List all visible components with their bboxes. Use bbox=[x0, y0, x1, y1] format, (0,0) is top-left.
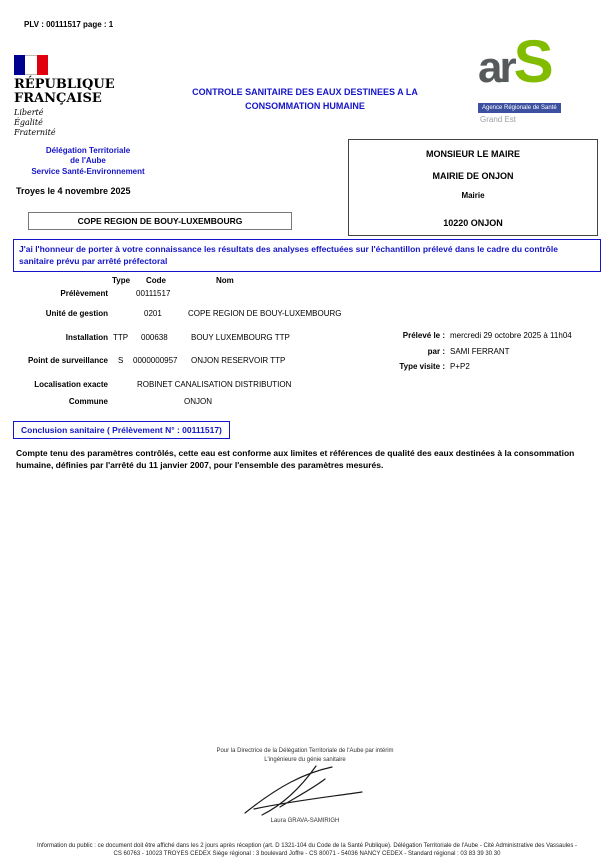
table-header-nom: Nom bbox=[216, 276, 234, 285]
sampling-info-preleve bbox=[0, 331, 614, 343]
row-value-localisation: ROBINET CANALISATION DISTRIBUTION bbox=[137, 380, 292, 389]
rf-title-line1: RÉPUBLIQUE bbox=[14, 77, 115, 92]
signature-title-line2: L'ingénieure du génie sanitaire bbox=[264, 757, 346, 763]
signature-name: Laura GRAVA-SAMIRIGH bbox=[270, 818, 340, 824]
par-label: par : bbox=[427, 347, 445, 356]
sampling-info-type-visite bbox=[0, 362, 614, 374]
row-value-commune: ONJON bbox=[184, 397, 212, 406]
table-row-prelevement bbox=[0, 289, 614, 301]
rf-motto-egalite: Égalité bbox=[14, 118, 43, 128]
footer bbox=[6, 843, 608, 859]
signature-title-line1: Pour la Directrice de la Délégation Territoriale de l'Aube par intérim bbox=[216, 748, 394, 754]
table-header-row bbox=[0, 276, 614, 288]
rf-motto-liberte: Liberté bbox=[14, 108, 44, 118]
footer-line2: CS 60763 - 10023 TROYES CEDEX Siège régional : 3 boulevard Joffre - CS 80071 - 54036 NANCY CEDEX - Standard régional : 03 83 39 30 30 bbox=[113, 850, 501, 857]
ars-region-label: Grand Est bbox=[480, 115, 517, 124]
french-flag-icon bbox=[14, 55, 48, 75]
sender-line2: de l'Aube bbox=[70, 156, 106, 166]
table-header-type: Type bbox=[112, 276, 131, 285]
row-value-installation-code: 000638 bbox=[141, 333, 168, 342]
row-label-unite-gestion: Unité de gestion bbox=[45, 309, 108, 318]
document-title-line1: CONTROLE SANITAIRE DES EAUX DESTINEES A LA bbox=[192, 87, 418, 97]
intro-notice-box: J'ai l'honneur de porter à votre connaissance les résultats des analyses effectuées sur l'échantillon prélevé dans le cadre du contrôle sanitaire prévu par arrêté préfectoral bbox=[13, 239, 601, 272]
sender-line1: Délégation Territoriale bbox=[45, 146, 131, 155]
table-row-commune bbox=[0, 397, 614, 409]
row-value-point-nom: ONJON RESERVOIR TTP bbox=[191, 356, 286, 365]
signature-image bbox=[220, 765, 390, 817]
ars-logo-s: S bbox=[513, 28, 554, 95]
document-title bbox=[150, 86, 460, 113]
date-line: Troyes le 4 novembre 2025 bbox=[16, 186, 131, 196]
plv-reference: PLV : 00111517 page : 1 bbox=[24, 20, 114, 29]
conclusion-text: Compte tenu des paramètres contrôlés, cette eau est conforme aux limites et références de qualité des eaux destinées à la consommation humaine, définies par l'arrêté du 11 janvier 2007, pour l'ensemble des paramètres mesurés. bbox=[16, 448, 575, 471]
sender-block bbox=[8, 146, 168, 177]
type-visite-value: P+P2 bbox=[450, 362, 470, 371]
recipient-box bbox=[348, 139, 598, 236]
type-visite-label: Type visite : bbox=[399, 362, 445, 371]
recipient-line2: MAIRIE DE ONJON bbox=[432, 171, 514, 181]
recipient-line3: Mairie bbox=[461, 191, 485, 200]
footer-line1: Information du public : ce document doit être affiché dans les 2 jours après réception (art. D 1321-104 du Code de la Santé Publique). Délégation Territoriale de l'Aube - Cité Administrative des Vassaules - bbox=[36, 843, 578, 849]
sender-line3: Service Santé-Environnement bbox=[31, 166, 145, 176]
rf-motto-fraternite: Fraternité bbox=[14, 128, 56, 138]
row-value-installation-nom: BOUY LUXEMBOURG TTP bbox=[191, 333, 290, 342]
ars-agency-banner: Agence Régionale de Santé bbox=[478, 103, 561, 113]
row-value-installation-type: TTP bbox=[113, 333, 129, 342]
row-value-unite-nom: COPE REGION DE BOUY-LUXEMBOURG bbox=[188, 309, 342, 318]
row-label-commune: Commune bbox=[68, 397, 108, 406]
document-title-line2: CONSOMMATION HUMAINE bbox=[245, 100, 365, 111]
row-label-point-surveillance: Point de surveillance bbox=[27, 356, 108, 365]
table-row-unite-gestion bbox=[0, 309, 614, 321]
table-row-localisation bbox=[0, 380, 614, 392]
row-value-point-type: S bbox=[118, 356, 124, 365]
conclusion-box-title: Conclusion sanitaire ( Prélèvement N° : 00111517) bbox=[13, 421, 230, 439]
table-header-code: Code bbox=[146, 276, 166, 285]
recipient-line4: 10220 ONJON bbox=[443, 218, 503, 228]
preleve-le-label: Prélevé le : bbox=[402, 331, 445, 340]
sampling-info-par bbox=[0, 347, 614, 359]
ars-logo bbox=[478, 28, 604, 124]
rf-title-line2: FRANÇAISE bbox=[14, 90, 102, 106]
network-name-box: COPE REGION DE BOUY-LUXEMBOURG bbox=[28, 212, 292, 230]
row-label-prelevement: Prélèvement bbox=[60, 289, 108, 298]
row-value-point-code: 0000000957 bbox=[133, 356, 178, 365]
republique-francaise-logo bbox=[14, 55, 134, 138]
recipient-line1: MONSIEUR LE MAIRE bbox=[425, 149, 520, 159]
signature-block bbox=[170, 747, 440, 826]
ars-logo-ar: ar bbox=[478, 43, 514, 92]
preleve-le-value: mercredi 29 octobre 2025 à 11h04 bbox=[450, 331, 572, 340]
par-value: SAMI FERRANT bbox=[450, 347, 510, 356]
row-value-prelevement-code: 00111517 bbox=[136, 289, 171, 298]
row-label-localisation: Localisation exacte bbox=[34, 380, 108, 389]
row-label-installation: Installation bbox=[65, 333, 108, 342]
row-value-unite-code: 0201 bbox=[144, 309, 162, 318]
